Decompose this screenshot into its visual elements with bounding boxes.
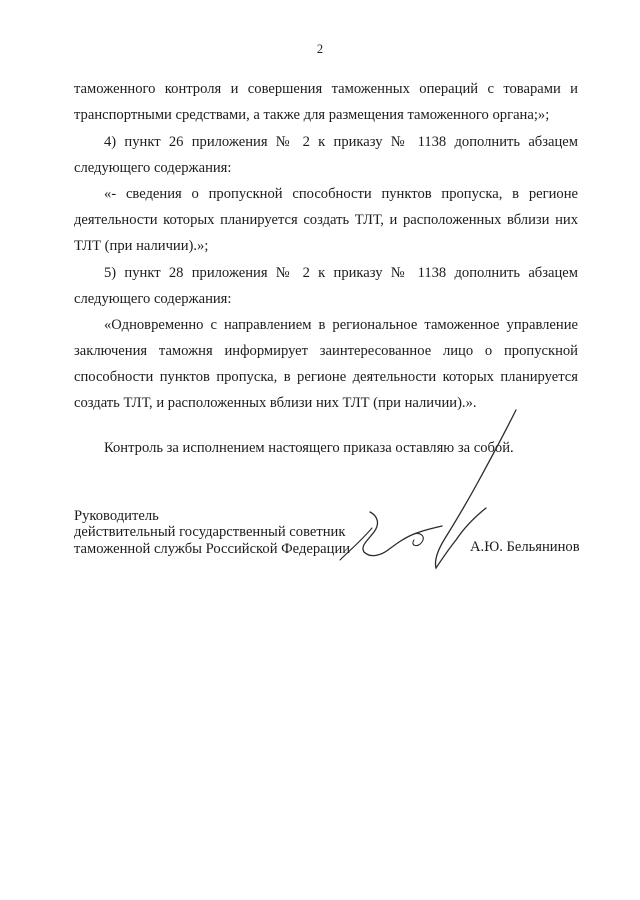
quote-1-line-2: деятельности которых планируется создать ТЛТ, и расположенных вблизи них [74, 212, 578, 228]
page-number: 2 [316, 42, 324, 56]
quote-2-line-2: заключения таможня информирует заинтересованное лицо о пропускной [74, 343, 578, 359]
item-5-line-1: 5) пункт 28 приложения № 2 к приказу № 1138 дополнить абзацем [104, 265, 578, 281]
signatory-title-line-2: действительный государственный советник [74, 524, 346, 540]
quote-1-line-3: ТЛТ (при наличии).»; [74, 238, 209, 254]
quote-2-line-1: «Одновременно с направлением в региональное таможенное управление [104, 317, 578, 333]
item-5-line-2: следующего содержания: [74, 291, 232, 307]
signatory-title-line-3: таможенной службы Российской Федерации [74, 541, 351, 557]
quote-1-line-1: «- сведения о пропускной способности пунктов пропуска, в регионе [104, 186, 578, 202]
signatory-name: А.Ю. Бельянинов [470, 539, 580, 555]
handwritten-signature [330, 400, 540, 580]
body-line-1: таможенного контроля и совершения таможенных операций с товарами и [74, 81, 578, 97]
item-4-line-1: 4) пункт 26 приложения № 2 к приказу № 1138 дополнить абзацем [104, 134, 578, 150]
quote-2-line-4: создать ТЛТ, и расположенных вблизи них ТЛТ (при наличии).». [74, 395, 477, 411]
item-4-line-2: следующего содержания: [74, 160, 232, 176]
signatory-title-line-1: Руководитель [74, 508, 159, 524]
quote-2-line-3: способности пунктов пропуска, в регионе деятельности которых планируется [74, 369, 578, 385]
body-line-2: транспортными средствами, а также для размещения таможенного органа;»; [74, 107, 550, 123]
control-statement: Контроль за исполнением настоящего приказа оставляю за собой. [104, 440, 514, 456]
